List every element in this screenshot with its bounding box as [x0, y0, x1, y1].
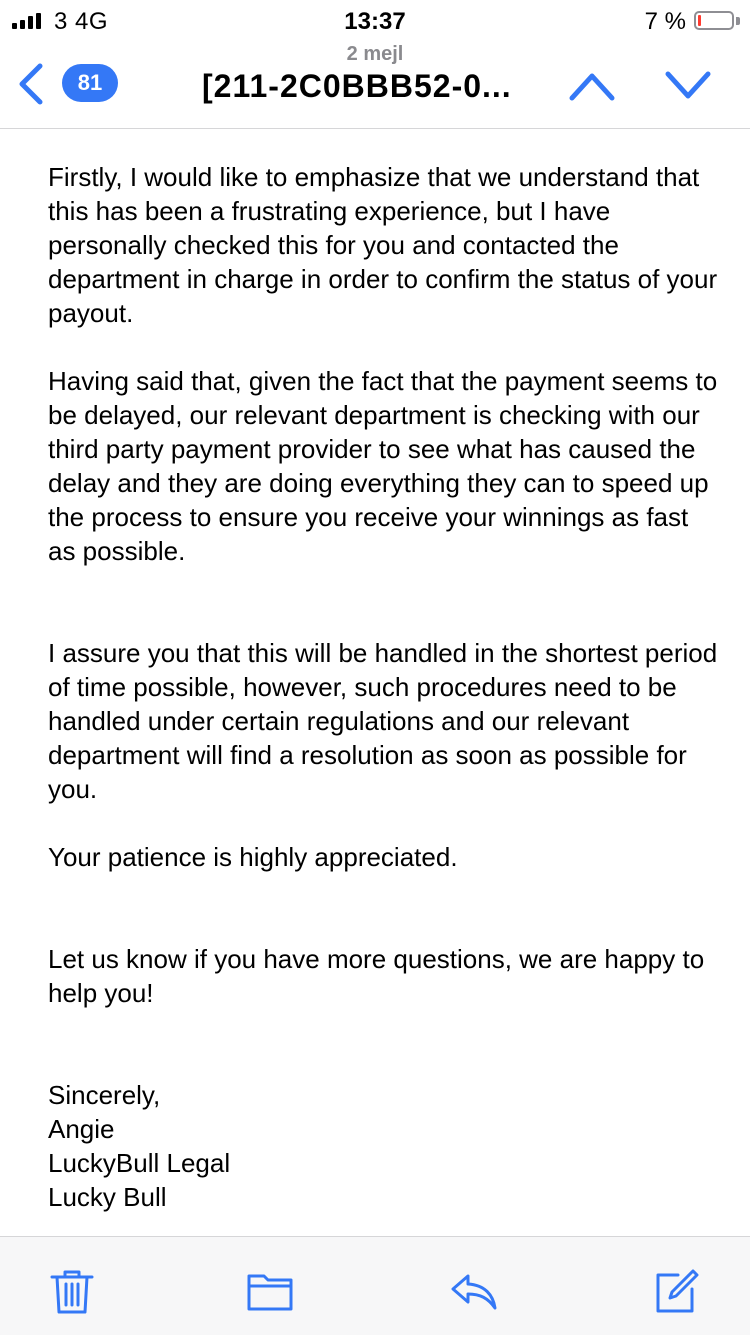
- battery-tip: [736, 17, 740, 25]
- next-message-button[interactable]: [662, 66, 714, 106]
- message-subject: [211-2C0BBB52-0...: [202, 68, 512, 104]
- trash-icon: [48, 1267, 96, 1315]
- message-paragraph: Firstly, I would like to emphasize that we understand that this has been a frustrating experience, but I have personally checked this for you and contacted the department in charge in order to confirm the status of your payout.: [48, 162, 718, 328]
- chevron-left-icon: [14, 62, 50, 106]
- signature-name: Angie: [48, 1114, 115, 1144]
- reply-button[interactable]: [450, 1267, 498, 1315]
- signature-block: [48, 1078, 230, 1214]
- delete-button[interactable]: [48, 1267, 96, 1315]
- status-time: 13:37: [344, 8, 406, 35]
- battery-icon: [694, 11, 734, 30]
- chevron-up-icon: [566, 66, 618, 106]
- compose-button[interactable]: [652, 1267, 700, 1315]
- status-bar: [0, 0, 750, 40]
- back-button[interactable]: [14, 62, 50, 106]
- unread-count-badge[interactable]: 81: [62, 64, 118, 102]
- compose-icon: [652, 1267, 700, 1315]
- folder-icon: [246, 1267, 294, 1315]
- battery-percentage: 7 %: [644, 8, 686, 35]
- message-nav-bar: [0, 40, 750, 129]
- message-paragraph: Let us know if you have more questions, we are happy to help you!: [48, 944, 705, 1008]
- message-paragraph: Your patience is highly appreciated.: [48, 842, 458, 872]
- signature-closing: Sincerely,: [48, 1080, 161, 1110]
- bottom-toolbar: [0, 1236, 750, 1335]
- move-to-folder-button[interactable]: [246, 1267, 294, 1315]
- chevron-down-icon: [662, 66, 714, 106]
- reply-icon: [450, 1267, 498, 1315]
- previous-message-button[interactable]: [566, 66, 618, 106]
- thread-count: 2 mejl: [346, 43, 404, 65]
- battery-level-fill: [698, 15, 701, 26]
- signature-department: LuckyBull Legal: [48, 1148, 231, 1178]
- message-paragraph: Having said that, given the fact that the payment seems to be delayed, our relevant department is checking with our third party payment provider to see what has caused the delay and they are doing everything they can to speed up the process to ensure you receive your winnings as fast as possible.: [48, 366, 718, 566]
- message-paragraph: I assure you that this will be handled in the shortest period of time possible, however, such procedures need to be handled under certain regulations and our relevant department will find a resolution as soon as possible for you.: [48, 638, 718, 804]
- carrier-label: 3 4G: [54, 8, 109, 35]
- signature-company: Lucky Bull: [48, 1182, 167, 1212]
